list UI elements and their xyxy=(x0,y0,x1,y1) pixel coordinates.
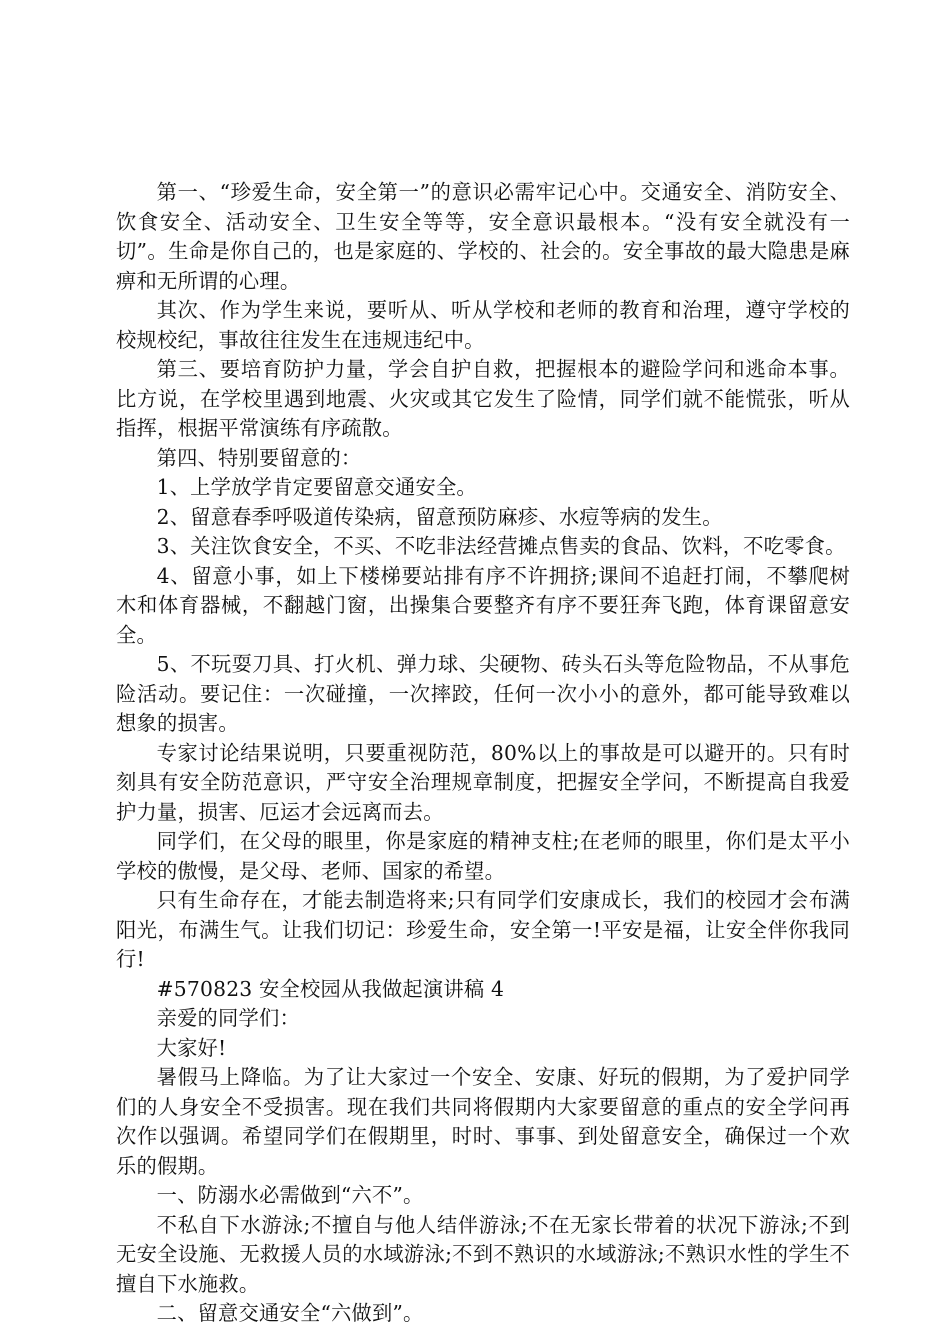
list-item: 5、不玩耍刀具、打火机、弹力球、尖硬物、砖头石头等危险物品，不从事危险活动。要记住：一次碰撞，一次摔跤，任何一次小小的意外，都可能导致难以想象的损害。 xyxy=(116,652,850,735)
salutation: 亲爱的同学们： xyxy=(156,1006,300,1030)
list-item: 4、留意小事，如上下楼梯要站排有序不许拥挤;课间不追赶打闹，不攀爬树木和体育器械，不翻越门窗，出操集合要整齐有序不要狂奔飞跑，体育课留意安全。 xyxy=(116,563,850,647)
subheading: 二、留意交通安全“六做到”。 xyxy=(156,1301,424,1325)
paragraph: 其次、作为学生来说，要听从、听从学校和老师的教育和治理，遵守学校的校规校纪，事故往往发生在违规违纪中。 xyxy=(116,298,850,352)
paragraph: 不私自下水游泳;不擅自与他人结伴游泳;不在无家长带着的状况下游泳;不到无安全设施、无救援人员的水域游泳;不到不熟识的水域游泳;不熟识水性的学生不擅自下水施救。 xyxy=(116,1212,850,1296)
list-item: 3、关注饮食安全，不买、不吃非法经营摊点售卖的食品、饮料，不吃零食。 xyxy=(156,534,846,558)
paragraph: 专家讨论结果说明，只要重视防范，80%以上的事故是可以避开的。只有时刻具有安全防范意识，严守安全治理规章制度，把握安全学问，不断提高自我爱护力量，损害、厄运才会远离而去。 xyxy=(116,740,850,824)
paragraph: 第一、“珍爱生命，安全第一”的意识必需牢记心中。交通安全、消防安全、饮食安全、活动安全、卫生安全等等，安全意识最根本。“没有安全就没有一切”。生命是你自己的，也是家庭的、学校的、社会的。安全事故的最大隐患是麻痹和无所谓的心理。 xyxy=(116,180,850,293)
paragraph: 只有生命存在，才能去制造将来;只有同学们安康成长，我们的校园才会布满阳光，布满生气。让我们切记：珍爱生命，安全第一!平安是福，让安全伴你我同行! xyxy=(116,888,850,971)
section-heading: #570823 安全校园从我做起演讲稿 4 xyxy=(156,976,505,1001)
list-item: 2、留意春季呼吸道传染病，留意预防麻疹、水痘等病的发生。 xyxy=(156,504,723,529)
greeting: 大家好! xyxy=(156,1035,227,1060)
document-body xyxy=(116,178,850,1329)
paragraph: 同学们，在父母的眼里，你是家庭的精神支柱;在老师的眼里，你们是太平小学校的傲慢，是父母、老师、国家的希望。 xyxy=(116,829,850,883)
paragraph: 暑假马上降临。为了让大家过一个安全、安康、好玩的假期，为了爱护同学们的人身安全不受损害。现在我们共同将假期内大家要留意的重点的安全学问再次作以强调。希望同学们在假期里，时时、事事、到处留意安全，确保过一个欢乐的假期。 xyxy=(116,1065,850,1178)
paragraph: 第三、要培育防护力量，学会自护自救，把握根本的避险学问和逃命本事。比方说，在学校里遇到地震、火灾或其它发生了险情，同学们就不能慌张，听从指挥，根据平常演练有序疏散。 xyxy=(116,357,850,440)
subheading: 一、防溺水必需做到“六不”。 xyxy=(156,1183,424,1207)
list-item: 1、上学放学肯定要留意交通安全。 xyxy=(156,475,477,499)
paragraph: 第四、特别要留意的： xyxy=(156,445,362,470)
